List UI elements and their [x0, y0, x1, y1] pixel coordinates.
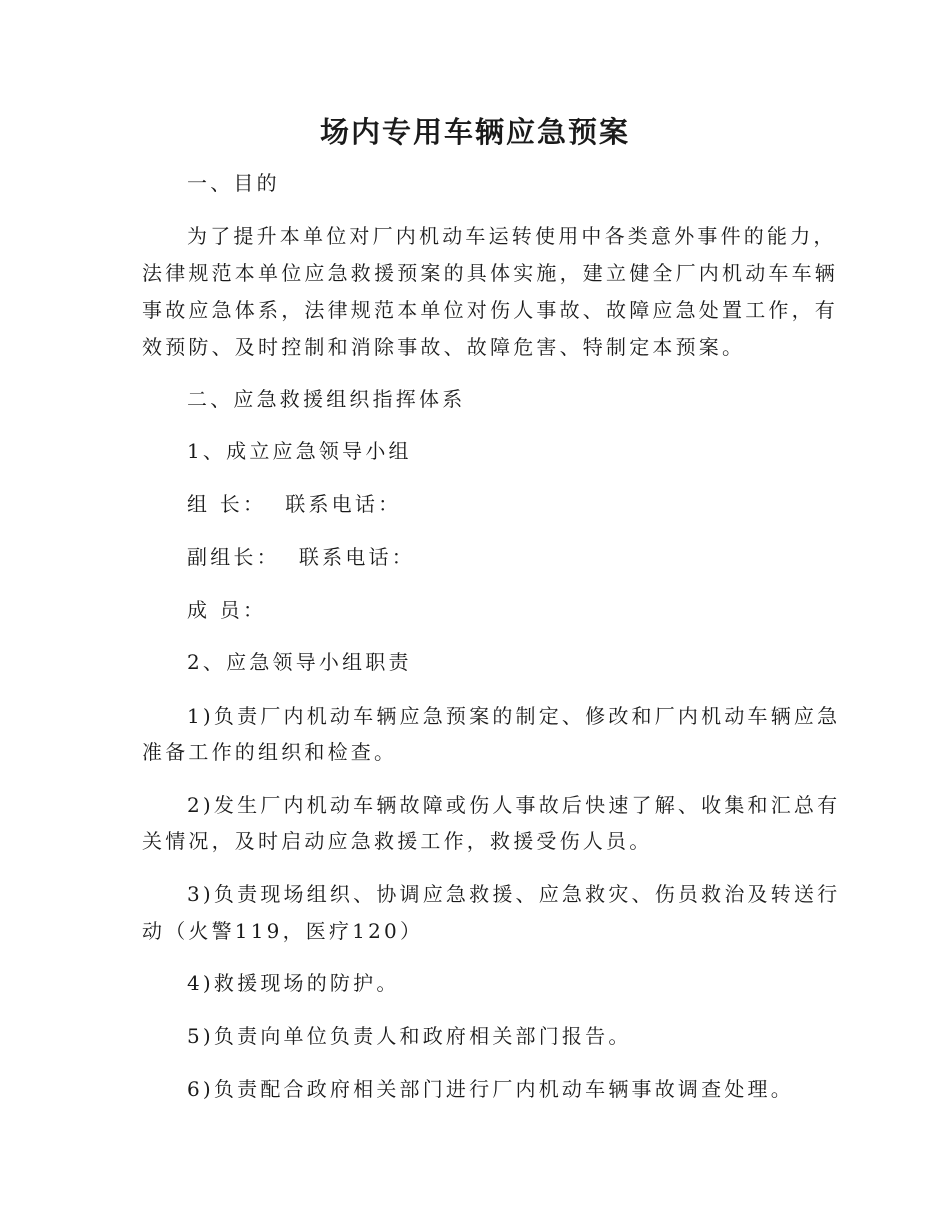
- paragraph-line: 事故应急体系，法律规范本单位对伤人事故、故障应急处置工作，有: [142, 298, 838, 322]
- group-leader-line: 组 长： 联系电话：: [187, 492, 402, 516]
- duty-item-4: 4)救援现场的防护。: [187, 971, 400, 995]
- members-line: 成 员：: [187, 598, 267, 622]
- duty-item-3: 3)负责现场组织、协调应急救援、应急救灾、伤员救治及转送行: [187, 882, 841, 906]
- paragraph-line: 为了提升本单位对厂内机动车运转使用中各类意外事件的能力，: [187, 224, 837, 248]
- subsection-heading-duties: 2、应急领导小组职责: [187, 650, 412, 674]
- paragraph-line: 效预防、及时控制和消除事故、故障危害、特制定本预案。: [142, 335, 746, 359]
- duty-item-1: 1)负责厂内机动车辆应急预案的制定、修改和厂内机动车辆应急: [187, 704, 841, 728]
- subsection-heading-leadership-group: 1、成立应急领导小组: [187, 439, 412, 463]
- duty-item-1-continued: 准备工作的组织和检查。: [142, 740, 398, 764]
- section-heading-organization: 二、应急救援组织指挥体系: [187, 387, 466, 411]
- document-title: 场内专用车辆应急预案: [319, 115, 630, 149]
- deputy-leader-line: 副组长： 联系电话：: [187, 545, 415, 569]
- duty-item-5: 5)负责向单位负责人和政府相关部门报告。: [187, 1024, 632, 1048]
- section-heading-purpose: 一、目的: [187, 171, 280, 195]
- paragraph-line: 法律规范本单位应急救援预案的具体实施，建立健全厂内机动车车辆: [142, 261, 838, 285]
- duty-item-2-continued: 关情况，及时启动应急救援工作，救援受伤人员。: [142, 829, 653, 853]
- duty-item-6: 6)负责配合政府相关部门进行厂内机动车辆事故调查处理。: [187, 1077, 794, 1101]
- duty-item-3-continued: 动（火警119，医疗120）: [142, 919, 424, 943]
- duty-item-2: 2)发生厂内机动车辆故障或伤人事故后快速了解、收集和汇总有: [187, 793, 841, 817]
